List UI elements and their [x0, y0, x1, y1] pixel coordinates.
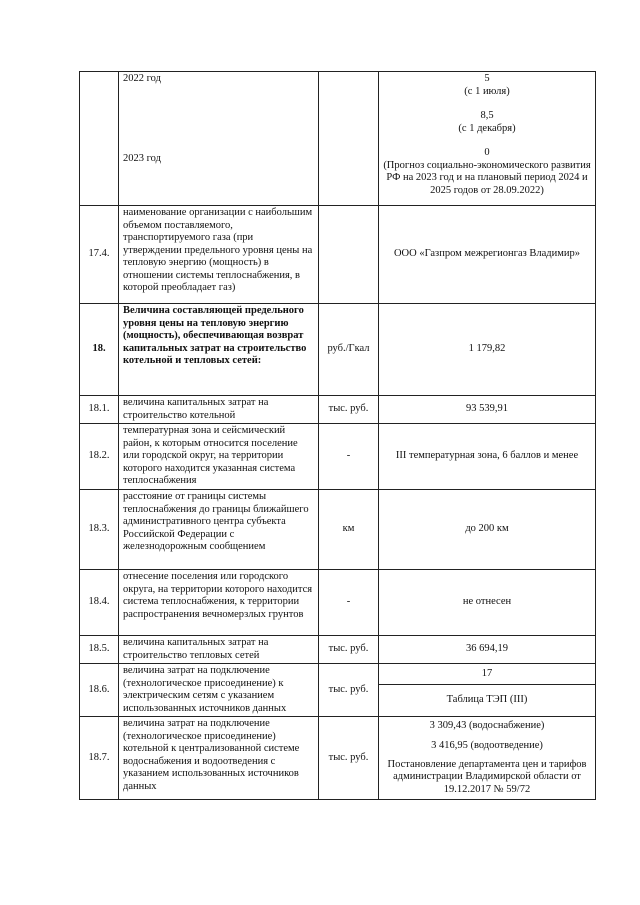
table-row	[80, 72, 596, 206]
row-label: величина капитальных затрат на строительство тепловых сетей	[119, 636, 319, 664]
row-label: расстояние от границы системы теплоснабжения до границы ближайшего административного центра субъекта Российской Федерации с железнодорожным сообщением	[119, 490, 319, 570]
year-2022-label: 2022 год	[123, 73, 161, 84]
row-number: 18.5.	[80, 636, 119, 664]
row-label: величина затрат на подключение (технологическое присоединение) котельной к централизованной системе водоснабжения и водоотведения с указанием использованных источников данных	[119, 717, 319, 800]
table-row	[80, 304, 596, 396]
row-value	[379, 72, 596, 206]
row-unit: -	[319, 570, 379, 636]
row-value: 1 179,82	[379, 304, 596, 396]
row-value-amount: 17	[379, 664, 596, 685]
value-2022-b: 8,5	[480, 110, 494, 121]
row-number: 17.4.	[80, 206, 119, 304]
row-value: 93 539,91	[379, 396, 596, 424]
table-row	[80, 717, 596, 800]
source-reference: Постановление департамента цен и тарифов администрации Владимирской области от 19.12.2017 № 59/72	[387, 758, 587, 795]
value-2022-a: 5	[484, 73, 490, 84]
row-unit	[319, 206, 379, 304]
row-number	[80, 72, 119, 206]
row-value: ООО «Газпром межрегионгаз Владимир»	[379, 206, 596, 304]
year-2023-label: 2023 год	[123, 152, 161, 164]
table-row	[80, 206, 596, 304]
row-value	[379, 717, 596, 800]
tariff-table	[79, 71, 596, 800]
table-row	[80, 664, 596, 685]
row-unit: тыс. руб.	[319, 717, 379, 800]
value-2023: 0	[484, 147, 490, 158]
row-number: 18.2.	[80, 424, 119, 490]
water-supply-value: 3 309,43 (водоснабжение)	[429, 719, 545, 731]
row-number: 18.4.	[80, 570, 119, 636]
table-row	[80, 490, 596, 570]
row-label: наименование организации с наибольшим объемом поставляемого, транспортируемого газа (при утверждении предельного уровня цены на тепловую энергию (мощность) в отношении системы теплоснабжения, в которой преобладает газ)	[119, 206, 319, 304]
row-unit: тыс. руб.	[319, 636, 379, 664]
row-number: 18.6.	[80, 664, 119, 717]
table-row	[80, 396, 596, 424]
row-value: III температурная зона, 6 баллов и менее	[379, 424, 596, 490]
row-label: отнесение поселения или городского округа, на территории которого находится система теплоснабжения, к территории распространения вечномерзлых грунтов	[119, 570, 319, 636]
row-value: 36 694,19	[379, 636, 596, 664]
row-unit	[319, 72, 379, 206]
value-2023-note: (Прогноз социально-экономического развития РФ на 2023 год и на плановый период 2024 и 2025 годов от 28.09.2022)	[383, 159, 591, 196]
value-2022-a-note: (с 1 июля)	[464, 85, 510, 97]
row-number: 18.	[80, 304, 119, 396]
row-unit: км	[319, 490, 379, 570]
row-number: 18.7.	[80, 717, 119, 800]
row-value-source: Таблица ТЭП (III)	[379, 685, 596, 717]
row-unit: -	[319, 424, 379, 490]
row-label: температурная зона и сейсмический район, к которым относится поселение или городской округ, на территории которого находится указанная система теплоснабжения	[119, 424, 319, 490]
table-row	[80, 636, 596, 664]
row-label	[119, 72, 319, 206]
row-value: не отнесен	[379, 570, 596, 636]
row-number: 18.1.	[80, 396, 119, 424]
row-number: 18.3.	[80, 490, 119, 570]
row-label: величина капитальных затрат на строительство котельной	[119, 396, 319, 424]
row-label: Величина составляющей предельного уровня цены на тепловую энергию (мощность), обеспечивающая возврат капитальных затрат на строительство котельной и тепловых сетей:	[119, 304, 319, 396]
table-row	[80, 424, 596, 490]
row-unit: тыс. руб.	[319, 396, 379, 424]
row-unit: тыс. руб.	[319, 664, 379, 717]
wastewater-value: 3 416,95 (водоотведение)	[431, 740, 543, 752]
value-2022-b-note: (с 1 декабря)	[458, 122, 516, 134]
row-value: до 200 км	[379, 490, 596, 570]
row-label: величина затрат на подключение (технологическое присоединение) к электрическим сетям с указанием использованных источников данных	[119, 664, 319, 717]
table-row	[80, 570, 596, 636]
row-unit: руб./Гкал	[319, 304, 379, 396]
